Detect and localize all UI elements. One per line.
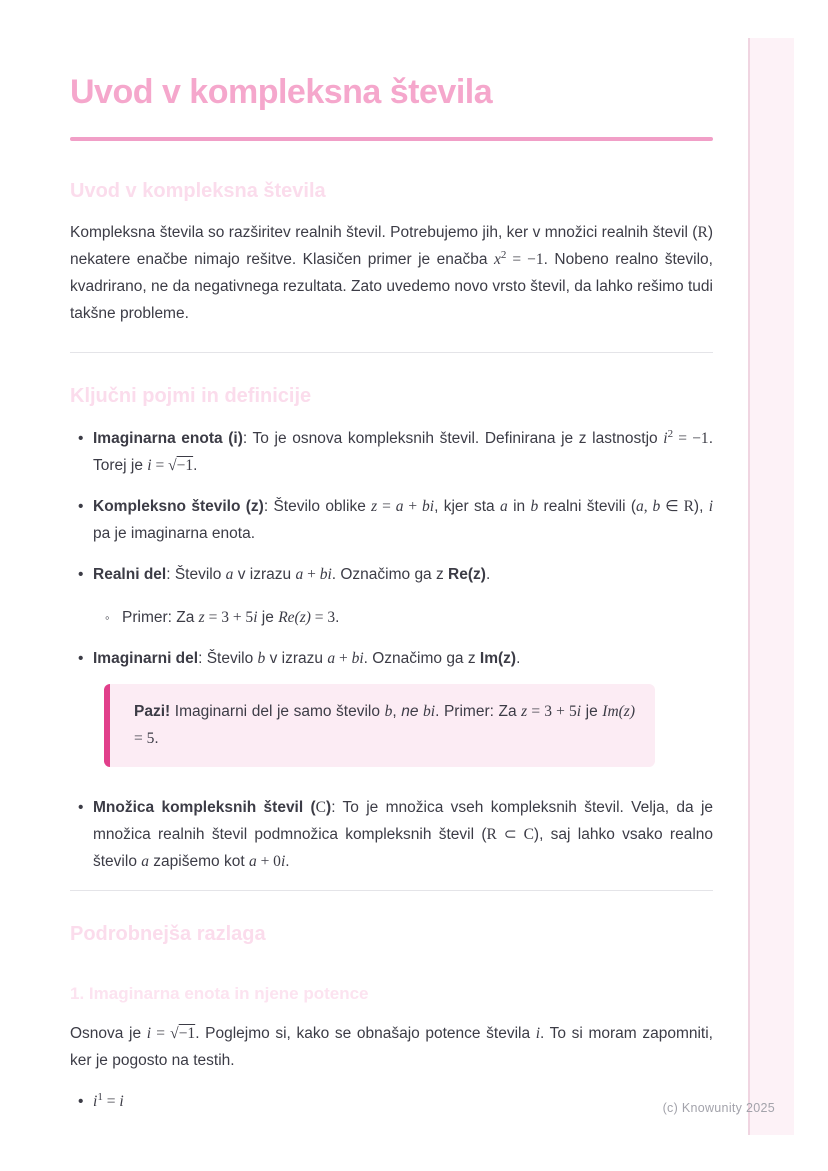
list-item-text: Kompleksno število (z): Število oblike z = a + bi, kjer sta a in b realni števili (a, b ∈ R), i pa je imaginarna enota.	[93, 498, 714, 542]
list-item-text: Imaginarni del: Število b v izrazu a + bi. Označimo ga z Im(z).	[93, 650, 521, 667]
sub-bullet-icon: ◦	[105, 610, 110, 625]
bullet-icon: •	[78, 498, 84, 515]
real-part-sublist	[105, 604, 713, 631]
list-item-imaginary-part	[78, 645, 713, 672]
list-item-complex-set	[78, 794, 713, 875]
list-item-text: Realni del: Število a v izrazu a + bi. Označimo ga z Re(z).	[93, 566, 491, 583]
section-heading-intro: Uvod v kompleksna števila	[70, 180, 326, 202]
key-terms-list-continued	[70, 794, 713, 875]
powers-list	[70, 1088, 713, 1115]
bullet-icon: •	[78, 566, 84, 583]
section-heading-key-terms: Ključni pojmi in definicije	[70, 385, 312, 407]
bullet-icon: •	[78, 430, 84, 447]
subsection-heading-powers: 1. Imaginarna enota in njene potence	[70, 984, 369, 1003]
list-item-text: Imaginarna enota (i): To je osnova kompleksnih števil. Definirana je z lastnostjo $i^2 = -1$. Torej je i = √−1.	[93, 427, 713, 474]
list-item-imaginary-unit	[78, 425, 713, 479]
bullet-icon: •	[78, 650, 84, 667]
list-item-text: $i^1 = i$	[93, 1090, 124, 1110]
bullet-icon: •	[78, 1093, 84, 1110]
section-heading-details: Podrobnejša razlaga	[70, 923, 266, 945]
title-underline	[70, 137, 713, 141]
warning-callout: Pazi! Imaginarni del je samo število b, ne bi. Primer: Za z = 3 + 5i je Im(z) = 5.	[104, 684, 655, 767]
intro-paragraph: Kompleksna števila so razširitev realnih števil. Potrebujemo jih, ker v množici realnih števil (R) nekatere enačbe nimajo rešitve. Klasičen primer je enačba $x^2 = -1$. Nobeno realno število, kvadrirano, ne da negativnega rezultata. Zato uvedemo novo vrsto števil, da lahko rešimo tudi takšne probleme.	[70, 224, 713, 322]
document-content	[70, 0, 713, 1115]
list-item-complex-number	[78, 493, 713, 547]
key-terms-list	[70, 425, 713, 672]
page-title: Uvod v kompleksna števila	[70, 73, 493, 111]
copyright-note: (c) Knowunity 2025	[662, 1101, 775, 1115]
powers-paragraph: Osnova je i = √−1. Poglejmo si, kako se obnašajo potence števila i. To si moram zapomniti, ker je pogosto na testih.	[70, 1025, 713, 1069]
list-item-real-part	[78, 561, 713, 631]
section-divider-1	[70, 352, 713, 353]
list-item-text: Primer: Za z = 3 + 5i je Re(z) = 3.	[122, 609, 340, 626]
section-divider-2	[70, 890, 713, 891]
list-item-power-i1	[78, 1088, 713, 1115]
bullet-icon: •	[78, 799, 84, 816]
list-item-real-part-example	[105, 604, 713, 631]
page-edge-stripe	[748, 38, 794, 1135]
list-item-text: Množica kompleksnih števil (C): To je množica vseh kompleksnih števil. Velja, da je množica realnih števil podmnožica kompleksnih števil (R ⊂ C), saj lahko vsako realno število a zapišemo kot a + 0i.	[93, 799, 714, 870]
